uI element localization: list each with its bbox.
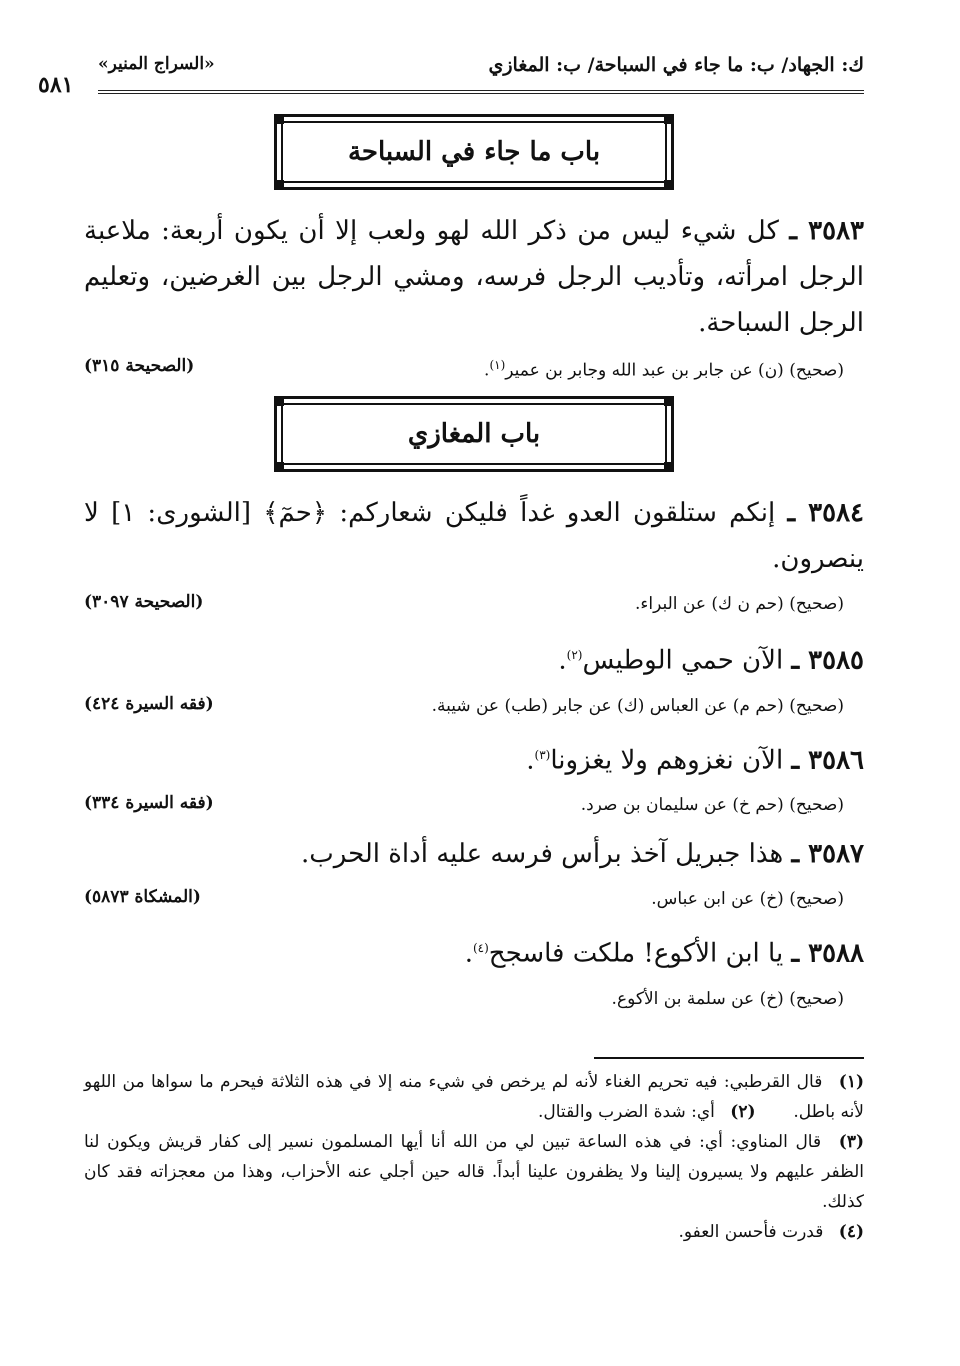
hadith-source-row [84,688,864,728]
hadith-number: ٣٥٨٣ ـ [789,216,865,246]
footnote-mark: (٢) [566,648,583,662]
footnote-mark: (٤) [472,941,489,956]
hadith-source-row [84,981,864,1021]
chapter-title: باب المغازي [281,403,667,465]
hadith-grade: (صحيح) (خ) عن ابن عباس. [651,889,844,910]
hadith-grade: (صحيح) (خ) عن سلمة بن الأكوع. [611,988,844,1009]
chapter-heading-box [274,396,674,472]
hadith-text: ٣٥٨٨ ـ يا ابن الأكوع! ملكت فاسجح$^{(٤)}$. [464,938,864,969]
hadith-body: الآن حمي الوطيس [582,645,784,676]
hadith-number: ٣٥٨٥ ـ [791,645,864,676]
footnote-number: (٢) [730,1101,756,1122]
hadith-number: ٣٥٨٨ ـ [791,938,864,969]
footnote-separator [594,1057,864,1059]
chapter-title: باب ما جاء في السباحة [281,121,667,183]
hadith-number: ٣٥٨٤ ـ [787,498,864,528]
hadith-reference: (المشكاة ٥٨٧٣) [84,887,201,908]
hadith-grade: (صحيح) (حم م) عن العباس (ك) عن جابر (طب) عن شيبة. [431,695,844,716]
hadith-grade: (صحيح) (ن) عن جابر بن عبد الله وجابر بن عمير$^{(١)}$. [484,358,844,381]
hadith-source-row [84,787,864,827]
header-rule [98,90,864,94]
running-title: ك: الجهاد/ ب: ما جاء في السباحة/ ب: المغازي [488,54,864,76]
hadith-grade: (صحيح) (حم خ) عن سليمان بن صرد. [580,795,844,816]
hadith-number: ٣٥٨٧ ـ [791,839,864,870]
hadith-source-row [84,586,864,626]
footnote-text: قال المناوي: أي: في هذه الساعة تبين لي من الله أنا أيها المسلمون نسير إلى كفار قريش ويكون لنا الظفر عليهم ولا يسيرون إلينا ولا يظفرون علينا أبداً. قاله حين أجلي عنه الأحزاب، وهذا من معجزاته فقد كان كذلك. [84,1131,864,1212]
footnote-number: (٤) [838,1221,864,1242]
hadith-text [84,831,864,877]
hadith-body: إنكم ستلقون العدو غداً فليكن شعاركم: ﴿حمٓ﴾ [الشورى: ١] لا ينصرون. [84,498,864,574]
hadith-reference: (الصحيحة ٣١٥) [84,356,195,376]
hadith-text: ٣٥٨٥ ـ الآن حمي الوطيس$^{(٢)}$. [558,645,864,676]
hadith-reference: (فقه السيرة ٣٣٤) [84,793,214,814]
page-number: ٥٨١ [38,72,74,98]
hadith-text [84,490,864,582]
hadith-body: كل شيء ليس من ذكر الله لهو ولعب إلا أن يكون أربعة: ملاعبة الرجل امرأته، وتأديب الرجل فرسه، ومشي الرجل بين الغرضين، وتعليم الرجل السباحة. [84,216,864,338]
hadith-body: الآن نغزوهم ولا يغزونا [550,745,784,776]
footnote [84,1217,864,1247]
footnote-number: (٣) [838,1131,865,1152]
hadith-reference: (فقه السيرة ٤٢٤) [84,693,214,714]
hadith-source-row [84,350,864,390]
footnote-text: قال القرطبي: فيه تحريم الغناء لأنه لم يرخص في شيء منه إلا في هذه الثلاثة فيحرم ما سواها من اللهو لأنه باطل. [84,1071,864,1122]
footnote-mark: (١) [489,358,506,372]
footnote-number: (١) [838,1071,864,1092]
chapter-heading-box [274,114,674,190]
running-header [38,50,864,98]
footnote-mark: (٣) [534,747,551,762]
footnote [84,1067,864,1127]
hadith-grade: (صحيح) (حم ن ك) عن البراء. [635,594,844,614]
hadith-reference: (الصحيحة ٣٠٩٧) [84,592,204,612]
book-title: «السراج المنير» [98,54,215,74]
hadith-number: ٣٥٨٦ ـ [791,745,864,776]
footnote-text: قدرت فأحسن العفو. [678,1221,824,1242]
hadith-body: هذا جبريل آخذ برأس فرسه عليه أداة الحرب. [301,839,784,870]
hadith-body: يا ابن الأكوع! ملكت فاسجح [488,938,784,969]
hadith-source-row [84,881,864,921]
book-page [38,50,865,1247]
footnote [84,1127,864,1217]
footnote-text: أي: شدة الضرب والقتال. [538,1101,715,1122]
hadith-text: ٣٥٨٦ ـ الآن نغزوهم ولا يغزونا$^{(٣)}$. [526,745,864,776]
hadith-text [84,208,864,346]
